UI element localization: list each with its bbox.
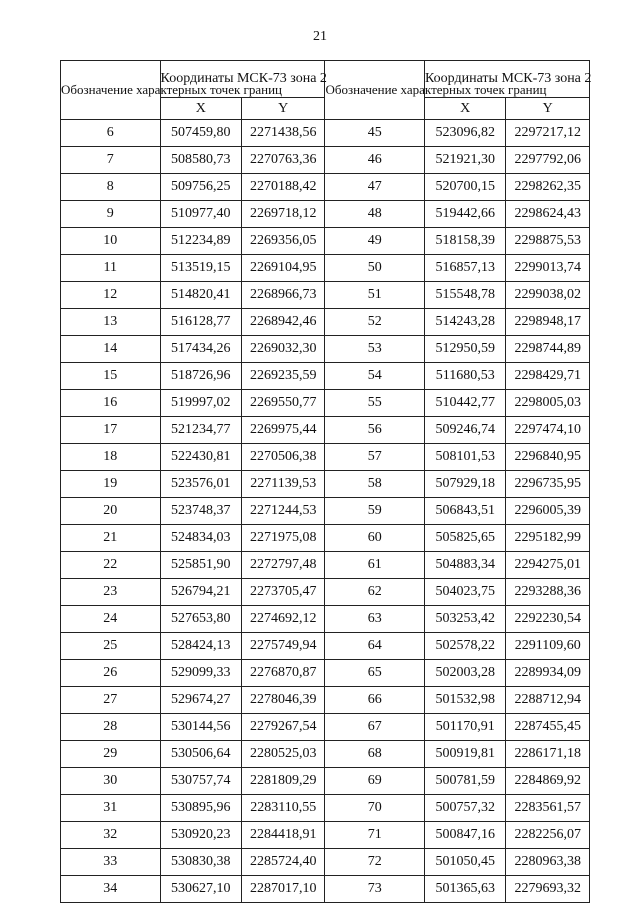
point-number-cell: 49 <box>325 228 425 255</box>
y-coordinate-cell: 2276870,87 <box>242 660 325 687</box>
point-number-cell: 57 <box>325 444 425 471</box>
point-number-cell: 24 <box>61 606 161 633</box>
y-coordinate-cell: 2270763,36 <box>242 147 325 174</box>
x-coordinate-cell: 512950,59 <box>425 336 506 363</box>
x-coordinate-cell: 501365,63 <box>425 876 506 903</box>
table-row <box>61 795 590 822</box>
x-coordinate-cell: 530920,23 <box>160 822 241 849</box>
table-row <box>61 768 590 795</box>
y-coordinate-cell: 2295182,99 <box>506 525 590 552</box>
y-coordinate-cell: 2293288,36 <box>506 579 590 606</box>
x-coordinate-cell: 521234,77 <box>160 417 241 444</box>
point-number-cell: 14 <box>61 336 161 363</box>
table-row <box>61 471 590 498</box>
point-number-cell: 60 <box>325 525 425 552</box>
y-coordinate-cell: 2289934,09 <box>506 660 590 687</box>
point-number-cell: 64 <box>325 633 425 660</box>
table-row <box>61 633 590 660</box>
x-coordinate-cell: 502578,22 <box>425 633 506 660</box>
table-row <box>61 687 590 714</box>
y-coordinate-cell: 2298429,71 <box>506 363 590 390</box>
table-row <box>61 255 590 282</box>
x-coordinate-cell: 523096,82 <box>425 120 506 147</box>
x-coordinate-cell: 509246,74 <box>425 417 506 444</box>
point-number-cell: 28 <box>61 714 161 741</box>
point-number-cell: 67 <box>325 714 425 741</box>
x-coordinate-cell: 510977,40 <box>160 201 241 228</box>
x-coordinate-cell: 509756,25 <box>160 174 241 201</box>
point-number-cell: 45 <box>325 120 425 147</box>
point-number-cell: 8 <box>61 174 161 201</box>
point-number-cell: 20 <box>61 498 161 525</box>
point-number-cell: 22 <box>61 552 161 579</box>
x-coordinate-cell: 500919,81 <box>425 741 506 768</box>
y-coordinate-cell: 2286171,18 <box>506 741 590 768</box>
point-number-cell: 29 <box>61 741 161 768</box>
table-row <box>61 309 590 336</box>
x-coordinate-cell: 520700,15 <box>425 174 506 201</box>
point-number-cell: 55 <box>325 390 425 417</box>
y-coordinate-cell: 2269235,59 <box>242 363 325 390</box>
point-number-cell: 51 <box>325 282 425 309</box>
y-coordinate-cell: 2269975,44 <box>242 417 325 444</box>
y-coordinate-cell: 2284418,91 <box>242 822 325 849</box>
x-coordinate-cell: 507929,18 <box>425 471 506 498</box>
table-row <box>61 552 590 579</box>
x-coordinate-cell: 501050,45 <box>425 849 506 876</box>
y-coordinate-cell: 2274692,12 <box>242 606 325 633</box>
point-number-cell: 23 <box>61 579 161 606</box>
y-coordinate-cell: 2296735,95 <box>506 471 590 498</box>
point-number-cell: 19 <box>61 471 161 498</box>
y-coordinate-cell: 2273705,47 <box>242 579 325 606</box>
y-coordinate-cell: 2288712,94 <box>506 687 590 714</box>
point-number-cell: 52 <box>325 309 425 336</box>
y-coordinate-cell: 2298624,43 <box>506 201 590 228</box>
x-coordinate-cell: 510442,77 <box>425 390 506 417</box>
point-column-label: Обозначение характерных точек границ <box>61 82 283 97</box>
x-coordinate-cell: 501170,91 <box>425 714 506 741</box>
y-coordinate-cell: 2299038,02 <box>506 282 590 309</box>
point-number-cell: 54 <box>325 363 425 390</box>
x-coordinate-cell: 515548,78 <box>425 282 506 309</box>
point-number-cell: 25 <box>61 633 161 660</box>
y-coordinate-cell: 2269356,05 <box>242 228 325 255</box>
point-column-label: Обозначение характерных точек границ <box>325 82 547 97</box>
x-coordinate-cell: 523748,37 <box>160 498 241 525</box>
table-header <box>61 61 590 120</box>
x-coordinate-cell: 502003,28 <box>425 660 506 687</box>
table-row <box>61 849 590 876</box>
point-number-cell: 21 <box>61 525 161 552</box>
x-coordinate-cell: 505825,65 <box>425 525 506 552</box>
x-coordinate-cell: 524834,03 <box>160 525 241 552</box>
point-number-cell: 48 <box>325 201 425 228</box>
coords-column-label: Координаты МСК-73 зона 2 <box>425 71 592 86</box>
point-number-cell: 16 <box>61 390 161 417</box>
x-coordinate-cell: 514243,28 <box>425 309 506 336</box>
table-row <box>61 525 590 552</box>
x-coordinate-cell: 500847,16 <box>425 822 506 849</box>
y-coordinate-cell: 2291109,60 <box>506 633 590 660</box>
point-number-cell: 30 <box>61 768 161 795</box>
y-column-header-right: Y <box>506 98 590 120</box>
x-coordinate-cell: 529099,33 <box>160 660 241 687</box>
x-coordinate-cell: 530830,38 <box>160 849 241 876</box>
x-coordinate-cell: 522430,81 <box>160 444 241 471</box>
point-number-cell: 18 <box>61 444 161 471</box>
point-number-cell: 70 <box>325 795 425 822</box>
point-number-cell: 71 <box>325 822 425 849</box>
table-row <box>61 390 590 417</box>
y-coordinate-cell: 2281809,29 <box>242 768 325 795</box>
table-row <box>61 444 590 471</box>
y-coordinate-cell: 2269550,77 <box>242 390 325 417</box>
point-number-cell: 69 <box>325 768 425 795</box>
y-coordinate-cell: 2298875,53 <box>506 228 590 255</box>
point-number-cell: 7 <box>61 147 161 174</box>
point-number-cell: 12 <box>61 282 161 309</box>
point-number-cell: 15 <box>61 363 161 390</box>
x-coordinate-cell: 523576,01 <box>160 471 241 498</box>
point-number-cell: 66 <box>325 687 425 714</box>
x-coordinate-cell: 508580,73 <box>160 147 241 174</box>
y-coordinate-cell: 2298948,17 <box>506 309 590 336</box>
x-coordinate-cell: 503253,42 <box>425 606 506 633</box>
point-number-cell: 68 <box>325 741 425 768</box>
table-row <box>61 660 590 687</box>
x-coordinate-cell: 530895,96 <box>160 795 241 822</box>
point-number-cell: 26 <box>61 660 161 687</box>
point-number-cell: 11 <box>61 255 161 282</box>
y-coordinate-cell: 2271975,08 <box>242 525 325 552</box>
point-number-cell: 62 <box>325 579 425 606</box>
point-number-cell: 53 <box>325 336 425 363</box>
point-number-cell: 34 <box>61 876 161 903</box>
point-number-cell: 72 <box>325 849 425 876</box>
x-coordinate-cell: 511680,53 <box>425 363 506 390</box>
table-row <box>61 336 590 363</box>
y-coordinate-cell: 2272797,48 <box>242 552 325 579</box>
y-coordinate-cell: 2270188,42 <box>242 174 325 201</box>
y-coordinate-cell: 2271139,53 <box>242 471 325 498</box>
x-coordinate-cell: 518158,39 <box>425 228 506 255</box>
point-number-cell: 47 <box>325 174 425 201</box>
point-number-cell: 58 <box>325 471 425 498</box>
table-body <box>61 120 590 903</box>
point-number-cell: 6 <box>61 120 161 147</box>
table-row <box>61 741 590 768</box>
y-coordinate-cell: 2280525,03 <box>242 741 325 768</box>
x-coordinate-cell: 504883,34 <box>425 552 506 579</box>
x-coordinate-cell: 512234,89 <box>160 228 241 255</box>
y-coordinate-cell: 2275749,94 <box>242 633 325 660</box>
y-coordinate-cell: 2268966,73 <box>242 282 325 309</box>
point-number-cell: 9 <box>61 201 161 228</box>
y-coordinate-cell: 2297217,12 <box>506 120 590 147</box>
coords-column-label: Координаты МСК-73 зона 2 <box>160 71 327 86</box>
point-number-cell: 59 <box>325 498 425 525</box>
point-number-cell: 50 <box>325 255 425 282</box>
y-coordinate-cell: 2285724,40 <box>242 849 325 876</box>
table-row <box>61 228 590 255</box>
y-coordinate-cell: 2297474,10 <box>506 417 590 444</box>
x-coordinate-cell: 530757,74 <box>160 768 241 795</box>
page-number: 21 <box>313 29 327 44</box>
y-coordinate-cell: 2268942,46 <box>242 309 325 336</box>
x-coordinate-cell: 519997,02 <box>160 390 241 417</box>
point-number-cell: 17 <box>61 417 161 444</box>
table-row <box>61 201 590 228</box>
y-coordinate-cell: 2297792,06 <box>506 147 590 174</box>
y-coordinate-cell: 2269104,95 <box>242 255 325 282</box>
table-row <box>61 174 590 201</box>
x-coordinate-cell: 507459,80 <box>160 120 241 147</box>
y-coordinate-cell: 2271438,56 <box>242 120 325 147</box>
x-coordinate-cell: 513519,15 <box>160 255 241 282</box>
y-coordinate-cell: 2298005,03 <box>506 390 590 417</box>
table-row <box>61 606 590 633</box>
point-number-cell: 63 <box>325 606 425 633</box>
y-coordinate-cell: 2279267,54 <box>242 714 325 741</box>
y-coordinate-cell: 2282256,07 <box>506 822 590 849</box>
point-number-cell: 61 <box>325 552 425 579</box>
y-coordinate-cell: 2296840,95 <box>506 444 590 471</box>
table-row <box>61 579 590 606</box>
table-row <box>61 714 590 741</box>
y-coordinate-cell: 2284869,92 <box>506 768 590 795</box>
x-coordinate-cell: 514820,41 <box>160 282 241 309</box>
x-coordinate-cell: 518726,96 <box>160 363 241 390</box>
x-coordinate-cell: 530144,56 <box>160 714 241 741</box>
x-coordinate-cell: 519442,66 <box>425 201 506 228</box>
point-number-cell: 46 <box>325 147 425 174</box>
point-number-cell: 13 <box>61 309 161 336</box>
x-coordinate-cell: 525851,90 <box>160 552 241 579</box>
y-coordinate-cell: 2270506,38 <box>242 444 325 471</box>
point-number-cell: 27 <box>61 687 161 714</box>
y-coordinate-cell: 2294275,01 <box>506 552 590 579</box>
y-coordinate-cell: 2298262,35 <box>506 174 590 201</box>
y-coordinate-cell: 2269032,30 <box>242 336 325 363</box>
x-coordinate-cell: 527653,80 <box>160 606 241 633</box>
x-coordinate-cell: 530506,64 <box>160 741 241 768</box>
x-coordinate-cell: 526794,21 <box>160 579 241 606</box>
y-coordinate-cell: 2271244,53 <box>242 498 325 525</box>
point-number-cell: 31 <box>61 795 161 822</box>
x-coordinate-cell: 517434,26 <box>160 336 241 363</box>
x-column-header-right: X <box>425 98 506 120</box>
table-row <box>61 120 590 147</box>
table-row <box>61 363 590 390</box>
x-coordinate-cell: 521921,30 <box>425 147 506 174</box>
point-number-cell: 73 <box>325 876 425 903</box>
y-coordinate-cell: 2283561,57 <box>506 795 590 822</box>
coordinates-table <box>60 60 590 903</box>
table-row <box>61 282 590 309</box>
y-coordinate-cell: 2299013,74 <box>506 255 590 282</box>
x-coordinate-cell: 508101,53 <box>425 444 506 471</box>
x-coordinate-cell: 529674,27 <box>160 687 241 714</box>
y-coordinate-cell: 2296005,39 <box>506 498 590 525</box>
x-coordinate-cell: 500781,59 <box>425 768 506 795</box>
point-number-cell: 33 <box>61 849 161 876</box>
x-coordinate-cell: 506843,51 <box>425 498 506 525</box>
table-row <box>61 147 590 174</box>
table-row <box>61 822 590 849</box>
table-row <box>61 417 590 444</box>
y-coordinate-cell: 2269718,12 <box>242 201 325 228</box>
y-column-header-left: Y <box>242 98 325 120</box>
x-coordinate-cell: 504023,75 <box>425 579 506 606</box>
y-coordinate-cell: 2287017,10 <box>242 876 325 903</box>
y-coordinate-cell: 2292230,54 <box>506 606 590 633</box>
y-coordinate-cell: 2287455,45 <box>506 714 590 741</box>
point-number-cell: 56 <box>325 417 425 444</box>
y-coordinate-cell: 2278046,39 <box>242 687 325 714</box>
x-coordinate-cell: 500757,32 <box>425 795 506 822</box>
point-number-cell: 32 <box>61 822 161 849</box>
x-coordinate-cell: 501532,98 <box>425 687 506 714</box>
y-coordinate-cell: 2280963,38 <box>506 849 590 876</box>
point-number-cell: 65 <box>325 660 425 687</box>
y-coordinate-cell: 2298744,89 <box>506 336 590 363</box>
x-coordinate-cell: 530627,10 <box>160 876 241 903</box>
table-row <box>61 498 590 525</box>
x-coordinate-cell: 516128,77 <box>160 309 241 336</box>
y-coordinate-cell: 2283110,55 <box>242 795 325 822</box>
x-column-header-left: X <box>160 98 241 120</box>
table-row <box>61 876 590 903</box>
point-number-cell: 10 <box>61 228 161 255</box>
x-coordinate-cell: 516857,13 <box>425 255 506 282</box>
y-coordinate-cell: 2279693,32 <box>506 876 590 903</box>
x-coordinate-cell: 528424,13 <box>160 633 241 660</box>
